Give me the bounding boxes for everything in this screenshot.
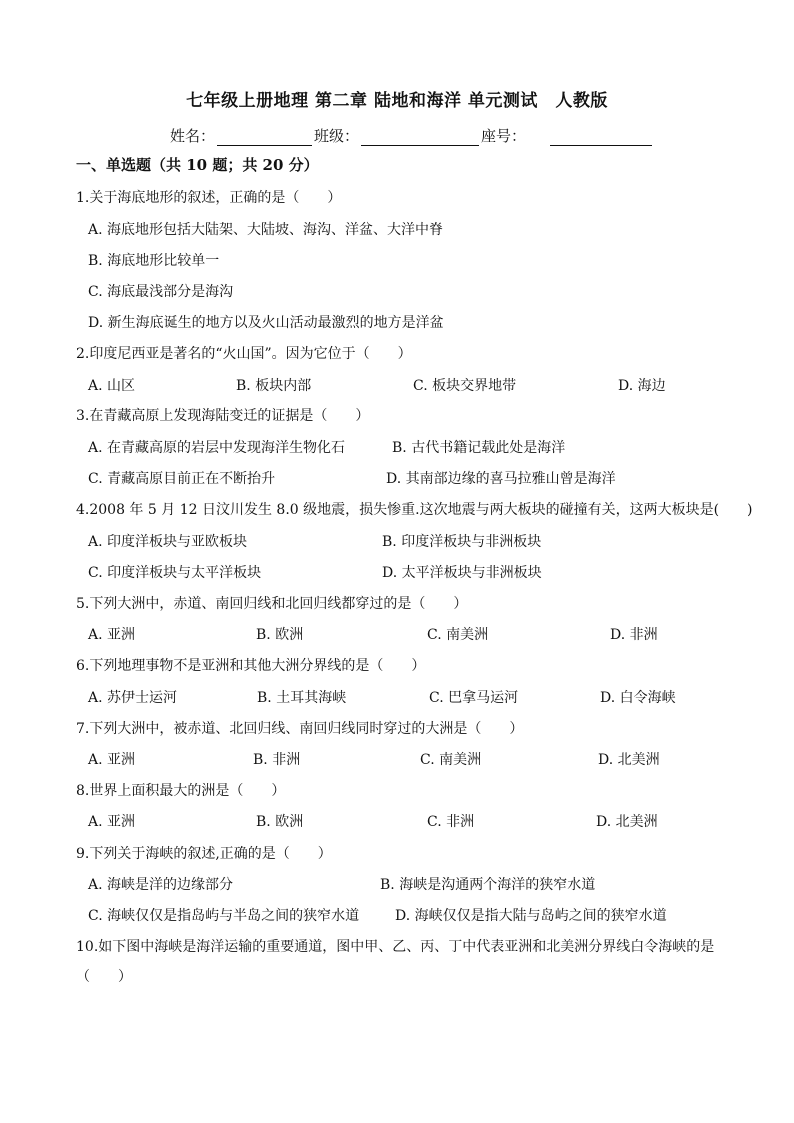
q6-option-d[interactable]: D. 白令海峡	[600, 690, 676, 706]
seat-blank[interactable]	[550, 130, 652, 146]
question-stem-8: 8.世界上面积最大的洲是（ ）	[76, 783, 286, 799]
q6-option-a[interactable]: A. 苏伊士运河	[88, 690, 178, 706]
q5-option-c[interactable]: C. 南美洲	[427, 627, 489, 643]
q5-option-a[interactable]: A. 亚洲	[88, 627, 136, 643]
q1-option-b[interactable]: B. 海底地形比较单一	[88, 253, 220, 269]
q8-option-b[interactable]: B. 欧洲	[256, 814, 304, 830]
q5-option-b[interactable]: B. 欧洲	[256, 627, 304, 643]
q9-option-b[interactable]: B. 海峡是沟通两个海洋的狭窄水道	[380, 877, 596, 893]
q6-option-b[interactable]: B. 土耳其海峡	[257, 690, 347, 706]
class-label: 班级：	[314, 127, 360, 145]
question-stem-10: 10.如下图中海峡是海洋运输的重要通道，图中甲、乙、丙、丁中代表亚洲和北美洲分界线白令海峡的是	[76, 939, 715, 955]
q2-option-c[interactable]: C. 板块交界地带	[413, 378, 517, 394]
q7-option-a[interactable]: A. 亚洲	[88, 752, 136, 768]
q1-option-a[interactable]: A. 海底地形包括大陆架、大陆坡、海沟、洋盆、大洋中脊	[88, 222, 444, 238]
q1-option-c[interactable]: C. 海底最浅部分是海沟	[88, 284, 234, 300]
q5-option-d[interactable]: D. 非洲	[610, 627, 658, 643]
q2-option-a[interactable]: A. 山区	[88, 378, 136, 394]
question-stem-6: 6.下列地理事物不是亚洲和其他大洲分界线的是（ ）	[76, 658, 426, 674]
q2-option-d[interactable]: D. 海边	[618, 378, 666, 394]
question-stem-2: 2.印度尼西亚是著名的“火山国”。因为它位于（ ）	[76, 346, 412, 362]
q3-option-c[interactable]: C. 青藏高原目前正在不断抬升	[88, 471, 276, 487]
q8-option-d[interactable]: D. 北美洲	[596, 814, 658, 830]
q7-option-d[interactable]: D. 北美洲	[598, 752, 660, 768]
q9-option-a[interactable]: A. 海峡是洋的边缘部分	[88, 877, 234, 893]
q4-option-c[interactable]: C. 印度洋板块与太平洋板块	[88, 565, 262, 581]
q7-option-b[interactable]: B. 非洲	[253, 752, 301, 768]
question-stem-10-cont: （ ）	[76, 969, 132, 985]
q3-option-a[interactable]: A. 在青藏高原的岩层中发现海洋生物化石	[88, 440, 346, 456]
q3-option-d[interactable]: D. 其南部边缘的喜马拉雅山曾是海洋	[386, 471, 616, 487]
q9-option-c[interactable]: C. 海峡仅仅是指岛屿与半岛之间的狭窄水道	[88, 908, 360, 924]
class-blank[interactable]	[361, 130, 479, 146]
question-stem-1: 1.关于海底地形的叙述，正确的是（ ）	[76, 190, 342, 206]
q8-option-c[interactable]: C. 非洲	[427, 814, 475, 830]
question-stem-5: 5.下列大洲中，赤道、南回归线和北回归线都穿过的是（ ）	[76, 596, 468, 612]
seat-label: 座号：	[481, 127, 527, 145]
q6-option-c[interactable]: C. 巴拿马运河	[429, 690, 519, 706]
name-blank[interactable]	[217, 130, 312, 146]
q3-option-b[interactable]: B. 古代书籍记载此处是海洋	[392, 440, 566, 456]
section-title: 一、单选题（共 10 题；共 20 分）	[76, 156, 319, 174]
q2-option-b[interactable]: B. 板块内部	[236, 378, 312, 394]
q7-option-c[interactable]: C. 南美洲	[420, 752, 482, 768]
question-stem-4: 4.2008 年 5 月 12 日汶川发生 8.0 级地震，损失惨重.这次地震与两大板块的碰撞有关，这两大板块是( )	[76, 502, 753, 518]
student-info-line	[170, 125, 654, 146]
question-stem-9: 9.下列关于海峡的叙述,正确的是（ ）	[76, 846, 332, 862]
q8-option-a[interactable]: A. 亚洲	[88, 814, 136, 830]
q4-option-b[interactable]: B. 印度洋板块与非洲板块	[382, 534, 542, 550]
q4-option-d[interactable]: D. 太平洋板块与非洲板块	[382, 565, 542, 581]
question-stem-7: 7.下列大洲中，被赤道、北回归线、南回归线同时穿过的大洲是（ ）	[76, 721, 524, 737]
page-title: 七年级上册地理 第二章 陆地和海洋 单元测试 人教版	[186, 91, 608, 111]
name-label: 姓名：	[170, 127, 216, 145]
q4-option-a[interactable]: A. 印度洋板块与亚欧板块	[88, 534, 248, 550]
question-stem-3: 3.在青藏高原上发现海陆变迁的证据是（ ）	[76, 408, 370, 424]
q1-option-d[interactable]: D. 新生海底诞生的地方以及火山活动最激烈的地方是洋盆	[88, 315, 444, 331]
q9-option-d[interactable]: D. 海峡仅仅是指大陆与岛屿之间的狭窄水道	[395, 908, 667, 924]
